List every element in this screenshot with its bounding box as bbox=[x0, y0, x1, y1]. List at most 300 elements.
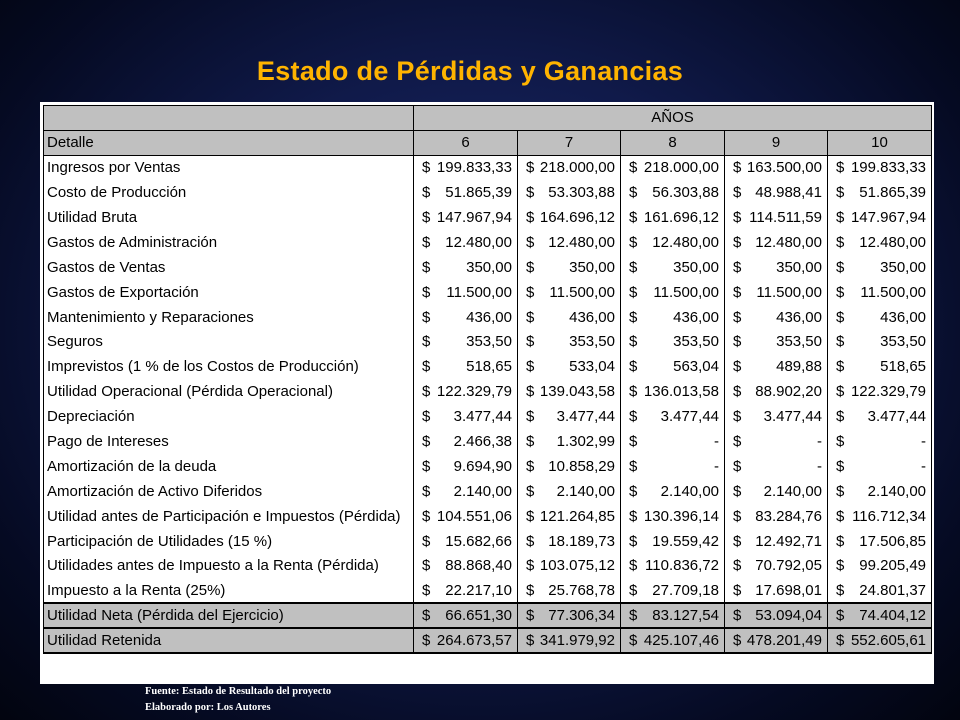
amount-cell bbox=[621, 280, 725, 305]
currency-symbol: $ bbox=[422, 333, 431, 351]
amount-cell bbox=[621, 429, 725, 454]
currency-symbol: $ bbox=[836, 607, 845, 625]
amount-value: 436,00 bbox=[569, 308, 615, 326]
currency-symbol: $ bbox=[526, 283, 535, 301]
currency-symbol: $ bbox=[733, 383, 742, 401]
row-label: Imprevistos (1 % de los Costos de Producción) bbox=[44, 354, 414, 379]
amount-cell bbox=[518, 230, 621, 255]
currency-symbol: $ bbox=[526, 632, 535, 650]
currency-symbol: $ bbox=[422, 233, 431, 251]
amount-cell bbox=[828, 404, 932, 429]
currency-symbol: $ bbox=[629, 482, 638, 500]
amount-value: - bbox=[714, 433, 719, 451]
amount-cell bbox=[621, 379, 725, 404]
currency-symbol: $ bbox=[422, 159, 431, 177]
table-row bbox=[44, 305, 932, 330]
table-row bbox=[44, 554, 932, 579]
currency-symbol: $ bbox=[526, 383, 535, 401]
amount-value: 10.858,29 bbox=[548, 457, 615, 475]
year-column-header: 8 bbox=[621, 130, 725, 155]
table-row bbox=[44, 429, 932, 454]
amount-cell bbox=[414, 155, 518, 180]
currency-symbol: $ bbox=[422, 283, 431, 301]
year-column-header: 6 bbox=[414, 130, 518, 155]
currency-symbol: $ bbox=[836, 333, 845, 351]
row-label: Pago de Intereses bbox=[44, 429, 414, 454]
amount-cell bbox=[725, 280, 828, 305]
amount-cell bbox=[828, 504, 932, 529]
currency-symbol: $ bbox=[733, 333, 742, 351]
amount-value: 518,65 bbox=[466, 358, 512, 376]
amount-value: 2.140,00 bbox=[660, 482, 719, 500]
currency-symbol: $ bbox=[629, 557, 638, 575]
amount-cell bbox=[828, 603, 932, 628]
row-label: Utilidad Bruta bbox=[44, 205, 414, 230]
table-row bbox=[44, 280, 932, 305]
currency-symbol: $ bbox=[422, 632, 431, 650]
amount-value: 110.836,72 bbox=[645, 557, 719, 575]
amount-value: 2.140,00 bbox=[867, 482, 927, 500]
currency-symbol: $ bbox=[422, 581, 431, 599]
currency-symbol: $ bbox=[526, 358, 535, 376]
amount-cell bbox=[725, 379, 828, 404]
amount-value: 3.477,44 bbox=[453, 408, 512, 426]
amount-cell bbox=[414, 479, 518, 504]
currency-symbol: $ bbox=[733, 408, 742, 426]
table-row bbox=[44, 255, 932, 280]
amount-cell bbox=[725, 454, 828, 479]
amount-value: 25.768,78 bbox=[548, 581, 615, 599]
amount-value: 2.140,00 bbox=[556, 482, 615, 500]
currency-symbol: $ bbox=[836, 258, 845, 276]
currency-symbol: $ bbox=[733, 358, 742, 376]
amount-cell bbox=[621, 529, 725, 554]
currency-symbol: $ bbox=[629, 333, 638, 351]
amount-cell bbox=[621, 230, 725, 255]
amount-value: 199.833,33 bbox=[850, 159, 927, 177]
amount-cell bbox=[518, 330, 621, 355]
amount-value: 9.694,90 bbox=[453, 457, 512, 475]
amount-value: 83.284,76 bbox=[755, 507, 822, 525]
amount-cell bbox=[518, 305, 621, 330]
row-label: Mantenimiento y Reparaciones bbox=[44, 305, 414, 330]
currency-symbol: $ bbox=[629, 184, 638, 202]
currency-symbol: $ bbox=[733, 532, 742, 550]
currency-symbol: $ bbox=[422, 482, 431, 500]
amount-value: 136.013,58 bbox=[643, 383, 719, 401]
currency-symbol: $ bbox=[422, 507, 431, 525]
amount-value: 350,00 bbox=[880, 258, 927, 276]
currency-symbol: $ bbox=[629, 308, 638, 326]
amount-cell bbox=[414, 230, 518, 255]
amount-value: 12.480,00 bbox=[859, 233, 927, 251]
currency-symbol: $ bbox=[629, 607, 638, 625]
amount-value: 12.480,00 bbox=[652, 233, 719, 251]
amount-value: 11.500,00 bbox=[756, 283, 822, 301]
currency-symbol: $ bbox=[733, 184, 742, 202]
author-note: Elaborado por: Los Autores bbox=[145, 702, 271, 713]
currency-symbol: $ bbox=[836, 632, 845, 650]
amount-cell bbox=[621, 404, 725, 429]
amount-cell bbox=[828, 330, 932, 355]
currency-symbol: $ bbox=[629, 457, 638, 475]
amount-cell bbox=[828, 429, 932, 454]
currency-symbol: $ bbox=[526, 557, 535, 575]
detail-column-header: Detalle bbox=[44, 130, 414, 155]
amount-cell bbox=[518, 578, 621, 603]
amount-cell bbox=[725, 603, 828, 628]
amount-cell bbox=[621, 628, 725, 653]
amount-value: 161.696,12 bbox=[643, 209, 719, 226]
amount-cell bbox=[414, 429, 518, 454]
row-label: Utilidades antes de Impuesto a la Renta (Pérdida) bbox=[44, 554, 414, 579]
currency-symbol: $ bbox=[526, 408, 535, 426]
amount-cell bbox=[414, 454, 518, 479]
amount-value: 103.075,12 bbox=[539, 557, 615, 575]
amount-value: 121.264,85 bbox=[539, 507, 615, 525]
amount-cell bbox=[725, 504, 828, 529]
amount-value: 116.712,34 bbox=[852, 507, 927, 525]
amount-value: 48.988,41 bbox=[755, 184, 822, 202]
row-label: Utilidad Retenida bbox=[44, 628, 414, 653]
currency-symbol: $ bbox=[629, 532, 638, 550]
currency-symbol: $ bbox=[526, 433, 535, 451]
row-label: Impuesto a la Renta (25%) bbox=[44, 578, 414, 603]
currency-symbol: $ bbox=[422, 358, 431, 376]
currency-symbol: $ bbox=[526, 308, 535, 326]
amount-value: 350,00 bbox=[569, 258, 615, 276]
currency-symbol: $ bbox=[526, 532, 535, 550]
currency-symbol: $ bbox=[422, 457, 431, 475]
amount-value: 218.000,00 bbox=[643, 159, 719, 177]
amount-cell bbox=[725, 479, 828, 504]
amount-value: 12.480,00 bbox=[548, 233, 615, 251]
currency-symbol: $ bbox=[733, 159, 742, 177]
amount-cell bbox=[621, 578, 725, 603]
amount-value: - bbox=[921, 457, 927, 475]
currency-symbol: $ bbox=[526, 457, 535, 475]
amount-value: 350,00 bbox=[776, 258, 822, 276]
years-group-header: AÑOS bbox=[414, 106, 932, 131]
currency-symbol: $ bbox=[733, 557, 742, 575]
amount-cell bbox=[828, 255, 932, 280]
amount-cell bbox=[828, 454, 932, 479]
amount-value: 12.480,00 bbox=[755, 233, 822, 251]
currency-symbol: $ bbox=[422, 308, 431, 326]
table-row bbox=[44, 379, 932, 404]
currency-symbol: $ bbox=[422, 184, 431, 202]
amount-cell bbox=[828, 554, 932, 579]
amount-cell bbox=[725, 180, 828, 205]
currency-symbol: $ bbox=[836, 457, 845, 475]
amount-cell bbox=[828, 628, 932, 653]
amount-value: 11.500,00 bbox=[653, 283, 719, 301]
table-row bbox=[44, 628, 932, 653]
amount-cell bbox=[621, 180, 725, 205]
amount-value: 53.303,88 bbox=[548, 184, 615, 202]
amount-value: 3.477,44 bbox=[660, 408, 719, 426]
amount-value: 88.902,20 bbox=[755, 383, 822, 401]
currency-symbol: $ bbox=[733, 233, 742, 251]
currency-symbol: $ bbox=[733, 283, 742, 301]
currency-symbol: $ bbox=[836, 408, 845, 426]
amount-value: 1.302,99 bbox=[556, 433, 615, 451]
currency-symbol: $ bbox=[526, 209, 535, 226]
amount-cell bbox=[518, 404, 621, 429]
currency-symbol: $ bbox=[526, 184, 535, 202]
table-row bbox=[44, 529, 932, 554]
amount-cell bbox=[414, 180, 518, 205]
amount-value: 88.868,40 bbox=[445, 557, 512, 575]
amount-value: 425.107,46 bbox=[643, 632, 719, 650]
amount-cell bbox=[414, 205, 518, 230]
table-row bbox=[44, 454, 932, 479]
currency-symbol: $ bbox=[422, 209, 431, 226]
amount-cell bbox=[518, 429, 621, 454]
amount-value: 350,00 bbox=[673, 258, 719, 276]
currency-symbol: $ bbox=[836, 308, 845, 326]
amount-cell bbox=[518, 603, 621, 628]
amount-value: 11.500,00 bbox=[860, 283, 927, 301]
currency-symbol: $ bbox=[629, 209, 638, 226]
amount-value: 122.329,79 bbox=[436, 383, 512, 401]
amount-cell bbox=[414, 578, 518, 603]
currency-symbol: $ bbox=[836, 358, 845, 376]
currency-symbol: $ bbox=[526, 258, 535, 276]
currency-symbol: $ bbox=[629, 408, 638, 426]
amount-cell bbox=[828, 230, 932, 255]
amount-value: 199.833,33 bbox=[436, 159, 512, 177]
amount-cell bbox=[828, 379, 932, 404]
row-label: Amortización de Activo Diferidos bbox=[44, 479, 414, 504]
amount-value: 2.140,00 bbox=[763, 482, 822, 500]
amount-cell bbox=[621, 454, 725, 479]
amount-value: 3.477,44 bbox=[556, 408, 615, 426]
amount-cell bbox=[414, 305, 518, 330]
currency-symbol: $ bbox=[629, 507, 638, 525]
amount-value: 518,65 bbox=[880, 358, 927, 376]
amount-cell bbox=[621, 504, 725, 529]
currency-symbol: $ bbox=[733, 482, 742, 500]
amount-value: - bbox=[921, 433, 927, 451]
slide-title: Estado de Pérdidas y Ganancias bbox=[256, 56, 684, 86]
year-column-header: 7 bbox=[518, 130, 621, 155]
currency-symbol: $ bbox=[836, 283, 845, 301]
amount-value: 17.506,85 bbox=[859, 532, 927, 550]
currency-symbol: $ bbox=[526, 333, 535, 351]
amount-value: 353,50 bbox=[776, 333, 822, 351]
currency-symbol: $ bbox=[733, 581, 742, 599]
year-column-header: 9 bbox=[725, 130, 828, 155]
amount-value: 130.396,14 bbox=[643, 507, 719, 525]
currency-symbol: $ bbox=[629, 283, 638, 301]
amount-value: 2.140,00 bbox=[453, 482, 512, 500]
header-blank-cell bbox=[44, 106, 414, 131]
amount-value: 3.477,44 bbox=[867, 408, 927, 426]
currency-symbol: $ bbox=[422, 383, 431, 401]
amount-cell bbox=[518, 504, 621, 529]
currency-symbol: $ bbox=[629, 433, 638, 451]
currency-symbol: $ bbox=[422, 433, 431, 451]
amount-cell bbox=[621, 205, 725, 230]
table-row bbox=[44, 155, 932, 180]
amount-cell bbox=[414, 330, 518, 355]
amount-value: 51.865,39 bbox=[859, 184, 927, 202]
amount-value: 12.480,00 bbox=[445, 233, 512, 251]
amount-cell bbox=[725, 330, 828, 355]
amount-value: 218.000,00 bbox=[539, 159, 615, 177]
table-row bbox=[44, 578, 932, 603]
amount-value: 24.801,37 bbox=[859, 581, 927, 599]
amount-value: 114.511,59 bbox=[749, 209, 822, 226]
amount-value: - bbox=[817, 433, 822, 451]
amount-value: - bbox=[817, 457, 822, 475]
amount-cell bbox=[725, 255, 828, 280]
table-row bbox=[44, 205, 932, 230]
amount-cell bbox=[828, 305, 932, 330]
amount-cell bbox=[518, 529, 621, 554]
amount-value: 3.477,44 bbox=[763, 408, 822, 426]
amount-value: 70.792,05 bbox=[755, 557, 822, 575]
amount-cell bbox=[725, 230, 828, 255]
amount-cell bbox=[621, 155, 725, 180]
amount-cell bbox=[518, 255, 621, 280]
years-header-row bbox=[44, 106, 932, 131]
amount-value: 163.500,00 bbox=[746, 159, 822, 177]
amount-cell bbox=[621, 255, 725, 280]
currency-symbol: $ bbox=[836, 159, 845, 177]
amount-cell bbox=[725, 529, 828, 554]
currency-symbol: $ bbox=[836, 482, 845, 500]
currency-symbol: $ bbox=[836, 433, 845, 451]
amount-value: 19.559,42 bbox=[652, 532, 719, 550]
amount-cell bbox=[414, 379, 518, 404]
row-label: Utilidad Operacional (Pérdida Operacional) bbox=[44, 379, 414, 404]
currency-symbol: $ bbox=[526, 233, 535, 251]
amount-value: 353,50 bbox=[673, 333, 719, 351]
amount-cell bbox=[725, 155, 828, 180]
amount-cell bbox=[828, 155, 932, 180]
amount-value: 353,50 bbox=[466, 333, 512, 351]
amount-cell bbox=[621, 554, 725, 579]
amount-value: 17.698,01 bbox=[755, 581, 822, 599]
amount-cell bbox=[414, 504, 518, 529]
amount-value: 353,50 bbox=[880, 333, 927, 351]
table-row bbox=[44, 354, 932, 379]
amount-cell bbox=[518, 155, 621, 180]
amount-value: 489,88 bbox=[776, 358, 822, 376]
row-label: Gastos de Administración bbox=[44, 230, 414, 255]
column-header-row bbox=[44, 130, 932, 155]
amount-cell bbox=[828, 280, 932, 305]
currency-symbol: $ bbox=[733, 258, 742, 276]
amount-cell bbox=[725, 578, 828, 603]
currency-symbol: $ bbox=[836, 532, 845, 550]
amount-value: 12.492,71 bbox=[755, 532, 822, 550]
table-row bbox=[44, 479, 932, 504]
row-label: Costo de Producción bbox=[44, 180, 414, 205]
table-row bbox=[44, 504, 932, 529]
amount-value: 139.043,58 bbox=[539, 383, 615, 401]
amount-value: 552.605,61 bbox=[850, 632, 927, 650]
amount-value: 341.979,92 bbox=[539, 632, 615, 650]
amount-cell bbox=[518, 554, 621, 579]
amount-cell bbox=[621, 603, 725, 628]
amount-cell bbox=[725, 354, 828, 379]
currency-symbol: $ bbox=[733, 433, 742, 451]
table-row bbox=[44, 180, 932, 205]
currency-symbol: $ bbox=[629, 632, 638, 650]
amount-cell bbox=[414, 354, 518, 379]
currency-symbol: $ bbox=[422, 408, 431, 426]
amount-cell bbox=[828, 205, 932, 230]
row-label: Participación de Utilidades (15 %) bbox=[44, 529, 414, 554]
table-row bbox=[44, 230, 932, 255]
amount-value: 533,04 bbox=[569, 358, 615, 376]
amount-value: 436,00 bbox=[776, 308, 822, 326]
currency-symbol: $ bbox=[733, 507, 742, 525]
amount-value: 436,00 bbox=[466, 308, 512, 326]
amount-value: 104.551,06 bbox=[436, 507, 512, 525]
currency-symbol: $ bbox=[836, 557, 845, 575]
row-label: Utilidad antes de Participación e Impuestos (Pérdida) bbox=[44, 504, 414, 529]
income-statement-sheet bbox=[40, 102, 934, 684]
currency-symbol: $ bbox=[629, 258, 638, 276]
amount-value: 164.696,12 bbox=[539, 209, 615, 226]
currency-symbol: $ bbox=[629, 581, 638, 599]
amount-value: 15.682,66 bbox=[445, 532, 512, 550]
amount-value: 436,00 bbox=[880, 308, 927, 326]
amount-value: 436,00 bbox=[673, 308, 719, 326]
currency-symbol: $ bbox=[836, 233, 845, 251]
amount-cell bbox=[725, 554, 828, 579]
amount-cell bbox=[725, 205, 828, 230]
table-row bbox=[44, 404, 932, 429]
amount-cell bbox=[828, 529, 932, 554]
amount-cell bbox=[518, 479, 621, 504]
amount-value: - bbox=[714, 457, 719, 475]
currency-symbol: $ bbox=[836, 507, 845, 525]
amount-value: 122.329,79 bbox=[850, 383, 927, 401]
currency-symbol: $ bbox=[733, 632, 742, 650]
amount-cell bbox=[621, 305, 725, 330]
amount-value: 53.094,04 bbox=[755, 607, 822, 625]
currency-symbol: $ bbox=[422, 258, 431, 276]
currency-symbol: $ bbox=[422, 557, 431, 575]
currency-symbol: $ bbox=[526, 507, 535, 525]
slide-footer bbox=[145, 684, 331, 716]
currency-symbol: $ bbox=[733, 607, 742, 625]
amount-cell bbox=[725, 628, 828, 653]
amount-cell bbox=[518, 454, 621, 479]
currency-symbol: $ bbox=[733, 457, 742, 475]
amount-cell bbox=[518, 354, 621, 379]
amount-value: 51.865,39 bbox=[445, 184, 512, 202]
amount-cell bbox=[621, 479, 725, 504]
amount-value: 563,04 bbox=[673, 358, 719, 376]
year-column-header: 10 bbox=[828, 130, 932, 155]
currency-symbol: $ bbox=[629, 159, 638, 177]
amount-value: 56.303,88 bbox=[652, 184, 719, 202]
amount-value: 66.651,30 bbox=[445, 607, 512, 625]
source-note: Fuente: Estado de Resultado del proyecto bbox=[145, 686, 332, 697]
amount-cell bbox=[518, 180, 621, 205]
amount-value: 11.500,00 bbox=[446, 283, 512, 301]
amount-value: 264.673,57 bbox=[436, 632, 512, 650]
currency-symbol: $ bbox=[733, 209, 742, 226]
row-label: Depreciación bbox=[44, 404, 414, 429]
table-row bbox=[44, 330, 932, 355]
